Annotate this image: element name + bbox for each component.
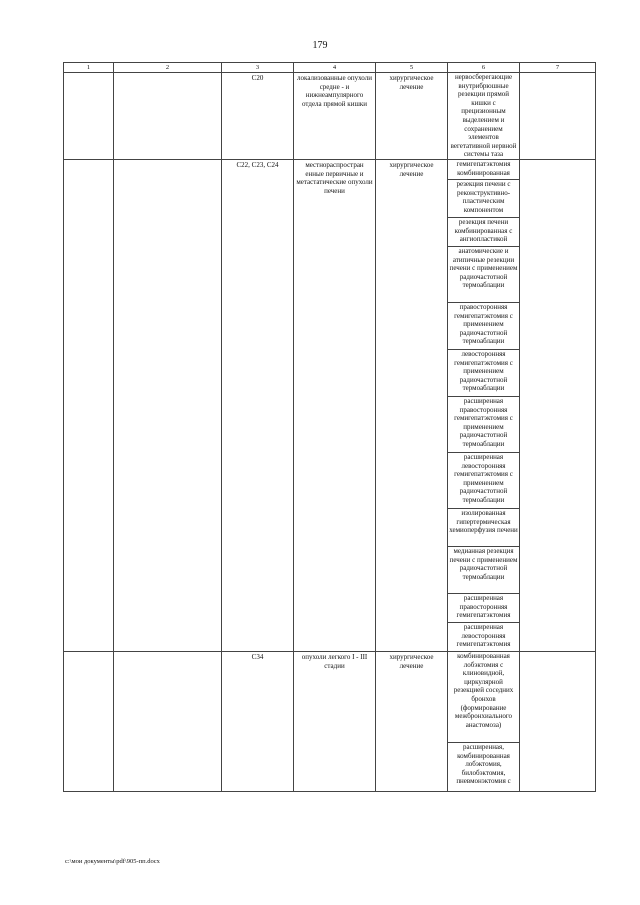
diagnosis-code: C34 [251,653,264,661]
condition: опухоли легкого I - III стадии [301,653,368,670]
cell-col1 [64,73,114,160]
method-item: расширенная, комбинированная лобэктомия, билобэктомия, пневмонэктомия с [456,743,511,786]
method-item: комбинированная лобэктомия с клиновидной, циркулярной резекцией соседних бронхов (формирование межбронхиального анастомоза) [448,652,519,743]
condition: локализованные опухоли средне - и нижнеампулярного отдела прямой кишки [297,74,372,108]
procedures-table [63,62,596,792]
method-item: резекция печени с реконструктивно-пластическим компонентом [448,180,519,218]
page-number: 179 [312,40,328,51]
cell-col7 [520,652,596,792]
cell-col2 [114,652,222,792]
treatment-type: хирургическое лечение [389,74,434,91]
method-item: нервосберегающие внутрибрюшные резекции прямой кишки с прецизионным выделением и сохранением элементов вегетативной нервной системы таза [450,73,517,159]
diagnosis-code: C20 [251,74,264,82]
column-number-row [64,63,596,73]
table-row [64,652,596,792]
diagnosis-code: C22, C23, C24 [236,161,279,169]
table-row [64,160,596,652]
file-path-footer: c:\мои документы\pdf\905-пп.docx [65,858,160,865]
method-item: гемигепатэктомия комбинированная [448,160,519,180]
condition: местнораспростран енные первичные и метастатические опухоли печени [296,161,373,195]
column-header: 4 [294,63,376,73]
method-item: медианная резекция печени с применением радиочастотной термоаблации [448,547,519,594]
treatment-type: хирургическое лечение [389,161,434,178]
method-item: левосторонняя гемигепатэктомия с применением радиочастотной термоаблации [448,350,519,397]
column-header: 1 [64,63,114,73]
treatment-type: хирургическое лечение [389,653,434,670]
method-item: изолированная гипертермическая хемиоперфузия печени [448,509,519,547]
method-item: расширенная правосторонняя гемигепатэктомия [448,594,519,623]
table-row [64,73,596,160]
cell-col1 [64,652,114,792]
method-item: расширенная левосторонняя гемигепатэктомия [456,623,511,649]
column-header: 6 [448,63,520,73]
cell-col7 [520,73,596,160]
method-item: анатомические и атипичные резекции печени с применением радиочастотной термоаблации [448,247,519,303]
cell-col1 [64,160,114,652]
column-header: 7 [520,63,596,73]
method-item: резекция печени комбинированная с ангиопластикой [448,218,519,247]
cell-col7 [520,160,596,652]
cell-col2 [114,160,222,652]
cell-col2 [114,73,222,160]
column-header: 3 [222,63,294,73]
method-item: расширенная левосторонняя гемигепатэктомия с применением радиочастотной термоаблации [448,453,519,509]
column-header: 2 [114,63,222,73]
method-item: расширенная правосторонняя гемигепатэктомия с применением радиочастотной термоаблации [448,397,519,453]
method-item: правосторонняя гемигепатэктомия с применением радиочастотной термоаблации [448,303,519,350]
column-header: 5 [376,63,448,73]
